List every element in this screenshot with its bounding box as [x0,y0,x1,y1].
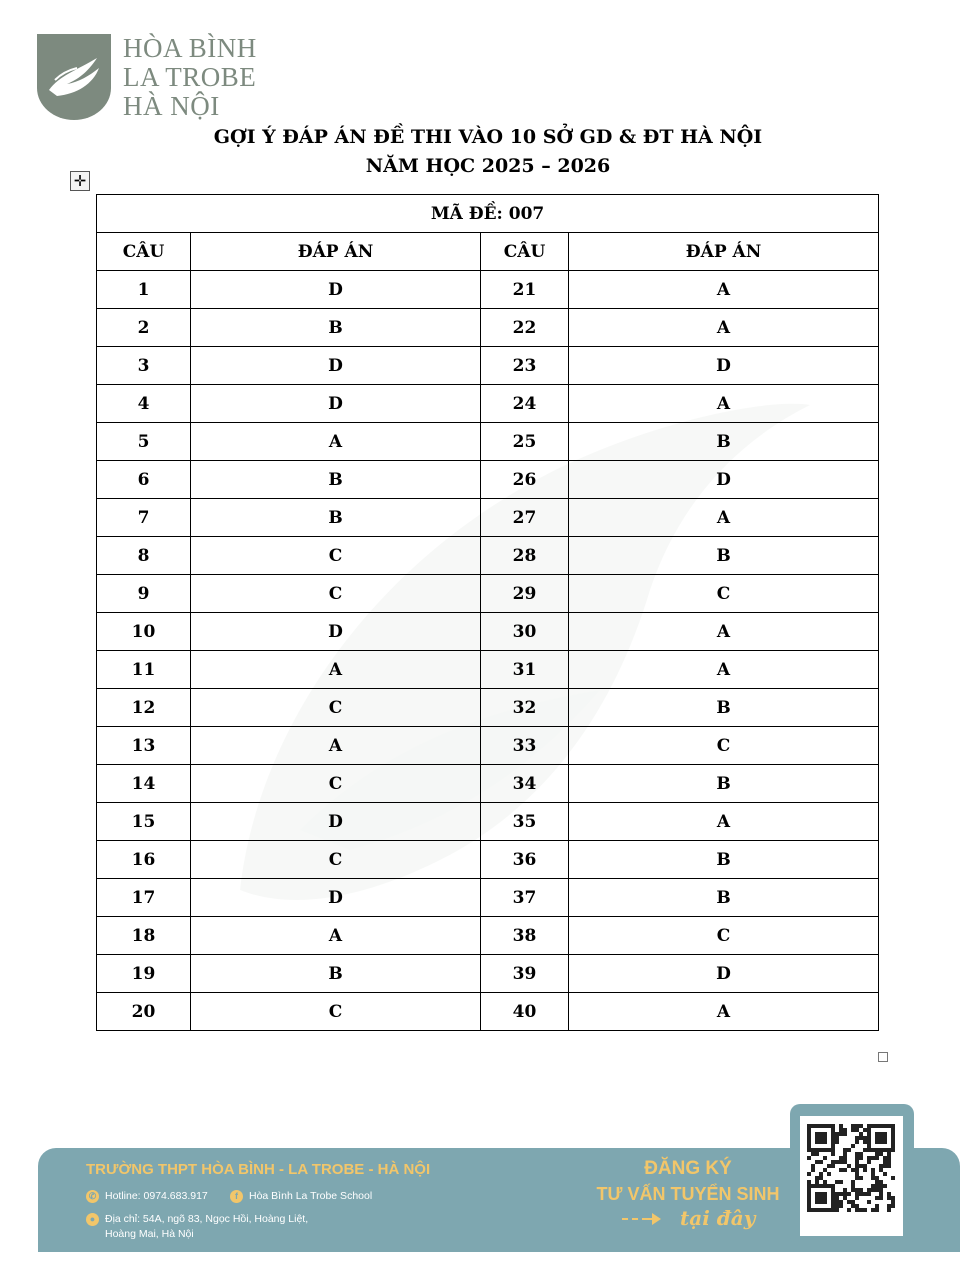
table-row [97,423,879,461]
question-number: 31 [481,651,569,689]
answer: A [569,993,879,1031]
table-row [97,347,879,385]
exam-code: MÃ ĐỀ: 007 [97,195,879,233]
question-number: 19 [97,955,191,993]
question-number: 4 [97,385,191,423]
bird-logo-icon [37,34,111,120]
question-number: 13 [97,727,191,765]
table-row [97,993,879,1031]
table-row [97,841,879,879]
answer: D [191,385,481,423]
question-number: 7 [97,499,191,537]
header-answer: ĐÁP ÁN [569,233,879,271]
answer: C [191,765,481,803]
cta-register[interactable]: ĐĂNG KÝ [644,1158,732,1179]
question-number: 6 [97,461,191,499]
answer: D [569,461,879,499]
answer: A [191,651,481,689]
question-number: 32 [481,689,569,727]
footer-address-line-1: Địa chỉ: 54A, ngõ 83, Ngọc Hồi, Hoàng Liệt, [105,1213,309,1225]
question-number: 17 [97,879,191,917]
table-row [97,575,879,613]
answer: B [569,537,879,575]
arrow-right-icon [622,1212,662,1226]
question-number: 18 [97,917,191,955]
question-number: 5 [97,423,191,461]
header-row [97,233,879,271]
answer: C [191,537,481,575]
qr-code-icon [800,1116,903,1236]
facebook-icon: f [230,1190,243,1203]
answer: C [191,841,481,879]
table-row [97,499,879,537]
table-row [97,689,879,727]
answer: D [191,879,481,917]
question-number: 2 [97,309,191,347]
answer: D [191,613,481,651]
table-row [97,955,879,993]
answer: C [569,575,879,613]
table-row [97,461,879,499]
question-number: 33 [481,727,569,765]
question-number: 21 [481,271,569,309]
question-number: 23 [481,347,569,385]
question-number: 25 [481,423,569,461]
header-question: CÂU [97,233,191,271]
question-number: 22 [481,309,569,347]
question-number: 29 [481,575,569,613]
question-number: 40 [481,993,569,1031]
answer: A [569,385,879,423]
question-number: 38 [481,917,569,955]
question-number: 30 [481,613,569,651]
footer-facebook[interactable]: Hòa Bình La Trobe School [249,1190,373,1202]
cta-consult[interactable]: TƯ VẤN TUYỂN SINH [596,1184,780,1204]
logo-line-3: HÀ NỘI [123,91,220,121]
question-number: 20 [97,993,191,1031]
question-number: 10 [97,613,191,651]
question-number: 14 [97,765,191,803]
answer: A [569,613,879,651]
answer: B [569,689,879,727]
question-number: 8 [97,537,191,575]
answer: D [569,955,879,993]
answer: C [191,689,481,727]
question-number: 34 [481,765,569,803]
answer: C [569,727,879,765]
answer: A [569,803,879,841]
answer-rows [97,271,879,1031]
question-number: 15 [97,803,191,841]
answer: B [191,955,481,993]
question-number: 37 [481,879,569,917]
answer: B [569,841,879,879]
answer: D [191,803,481,841]
logo-line-1: HÒA BÌNH [123,33,257,63]
table-row [97,803,879,841]
table-row [97,537,879,575]
question-number: 12 [97,689,191,727]
question-number: 39 [481,955,569,993]
answer: C [191,575,481,613]
answer: B [191,461,481,499]
answer: B [569,765,879,803]
location-pin-icon: ● [86,1213,99,1226]
answer: B [191,309,481,347]
question-number: 11 [97,651,191,689]
logo-line-2: LA TROBE [123,62,257,92]
header-answer: ĐÁP ÁN [191,233,481,271]
document-subtitle: NĂM HỌC 2025 – 2026 [365,155,611,177]
footer-address-line-2: Hoàng Mai, Hà Nội [105,1228,194,1240]
answer: A [191,423,481,461]
answer: A [191,917,481,955]
question-number: 16 [97,841,191,879]
footer-hotline[interactable]: Hotline: 0974.683.917 [105,1190,208,1202]
question-number: 26 [481,461,569,499]
answer: C [191,993,481,1031]
header-question: CÂU [481,233,569,271]
answer: A [569,309,879,347]
question-number: 24 [481,385,569,423]
answer: D [191,271,481,309]
question-number: 35 [481,803,569,841]
answer: D [569,347,879,385]
table-row [97,651,879,689]
table-resize-handle[interactable] [878,1052,888,1062]
answer: B [191,499,481,537]
table-row [97,271,879,309]
question-number: 3 [97,347,191,385]
answer: B [569,879,879,917]
table-row [97,879,879,917]
table-row [97,917,879,955]
table-row [97,385,879,423]
answer: D [191,347,481,385]
question-number: 9 [97,575,191,613]
question-number: 27 [481,499,569,537]
school-logo [37,34,257,121]
table-row [97,309,879,347]
phone-icon: ✆ [86,1190,99,1203]
answer: A [569,499,879,537]
answer: A [569,271,879,309]
document-title: GỢI Ý ĐÁP ÁN ĐỀ THI VÀO 10 SỞ GD & ĐT HÀ NỘI [213,126,763,148]
question-number: 1 [97,271,191,309]
answer-table [96,194,879,1031]
answer: B [569,423,879,461]
answer: C [569,917,879,955]
answer: A [569,651,879,689]
table-row [97,765,879,803]
answer: A [191,727,481,765]
footer-school-name: TRƯỜNG THPT HÒA BÌNH - LA TROBE - HÀ NỘI [86,1161,431,1178]
table-move-handle-icon[interactable]: ✛ [70,171,90,191]
table-row [97,613,879,651]
question-number: 36 [481,841,569,879]
exam-code-row [97,195,879,233]
qr-code[interactable] [800,1116,903,1236]
table-row [97,727,879,765]
question-number: 28 [481,537,569,575]
cta-here[interactable]: tại đây [680,1206,756,1230]
